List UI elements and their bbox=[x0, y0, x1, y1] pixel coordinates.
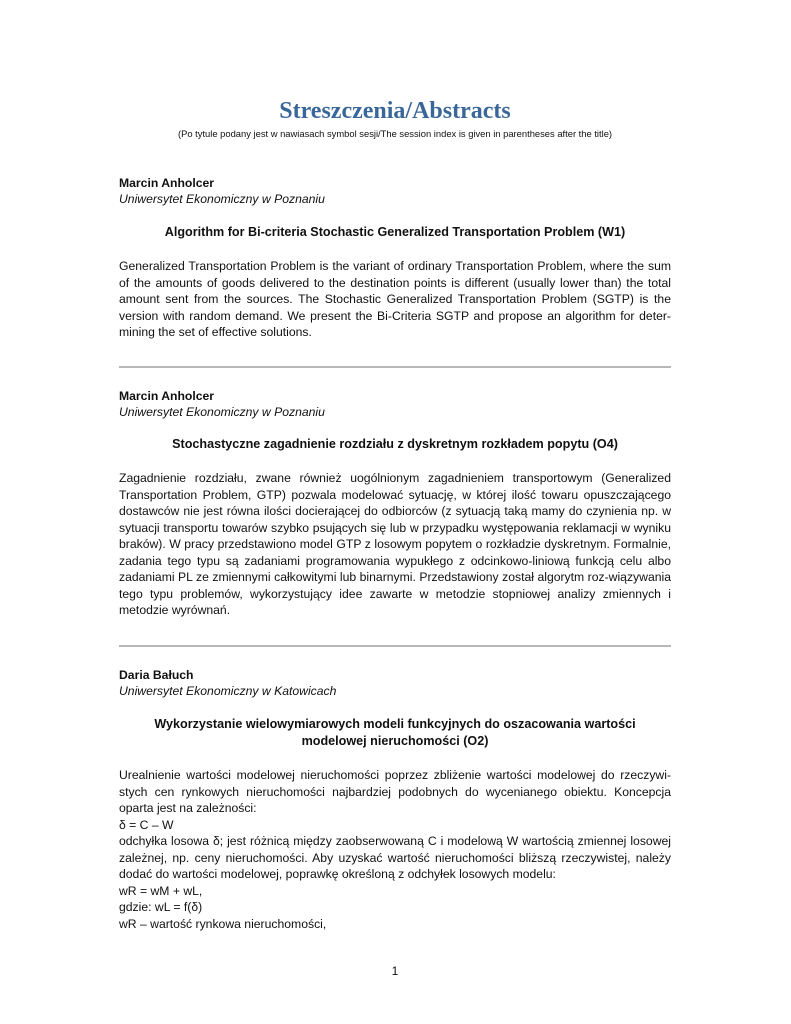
author-name: Marcin Anholcer bbox=[119, 389, 215, 403]
paper-title: Stochastyczne zagadnienie rozdziału z dyskretnym rozkładem popytu (O4) bbox=[172, 437, 618, 451]
formula: wR = wM + wL, bbox=[119, 883, 203, 898]
formula: gdzie: wL = f(δ) bbox=[119, 900, 203, 914]
abstract-entry bbox=[119, 388, 671, 619]
page-number: 1 bbox=[391, 964, 399, 978]
author-affiliation: Uniwersytet Ekonomiczny w Poznaniu bbox=[119, 192, 325, 206]
abstract-text: Zagadnienie rozdziału, zwane również uogólnionym zagadnieniem transportowym (Generalized Transportation Problem, GTP) pozwala modelować sytuację, w której ilość towaru opuszczającego dostawców nie jest równa ilości docierającej do odbiorców (z sytuacją taką mamy do czynienia np. w sytuacji transportu towarów szybko psujących się lub w przypadku występowania reklamacji w wyniku braków). W pracy przedstawiono model GTP z losowym popytem o rozkładzie dyskretnym. Formalnie, zadania tego typu są zadaniami programowania wypukłego z odcinkowo-liniową funkcją celu albo zadaniami PL ze zmiennymi całkowitymi lub binarnymi. Przedstawiony został algorytm roz-wiązywania tego typu problemów, wykorzystujący idee zawarte w metodzie stopniowej analizy zmiennych i metodzie wyrównań. bbox=[119, 471, 671, 617]
section-divider bbox=[119, 645, 671, 647]
author-name: Daria Bałuch bbox=[119, 668, 194, 682]
paper-title-line-1: Wykorzystanie wielowymiarowych modeli funkcyjnych do oszacowania wartości bbox=[154, 717, 636, 731]
page-title: Streszczenia/Abstracts bbox=[279, 98, 511, 124]
author-affiliation: Uniwersytet Ekonomiczny w Katowicach bbox=[119, 684, 337, 698]
paper-title-line-2: modelowej nieruchomości (O2) bbox=[301, 734, 489, 748]
abstract-text-continued: odchyłka losowa δ; jest różnicą między zaobserwowaną C i modelową W wartością zmiennej losowej zależnej, np. ceny nieruchomości. Aby uzyskać wartość nieruchomości bliższą rzeczywistej, należy dodać do wartości modelowej, poprawkę określoną z odchyłek losowych modelu: bbox=[119, 834, 671, 881]
abstract-text: Generalized Transportation Problem is the variant of ordinary Transportation Problem, where the sum of the amounts of goods delivered to the destination points is different (usually lower than) the total amount sent from the sources. The Stochastic Generalized Transportation Problem (SGTP) is the version with random demand. We present the Bi-Criteria SGTP and propose an algorithm for deter-mining the set of effective solutions. bbox=[119, 259, 671, 339]
abstract-entry bbox=[119, 175, 671, 341]
paper-title: Algorithm for Bi-criteria Stochastic Generalized Transportation Problem (W1) bbox=[164, 225, 626, 239]
page-subtitle: (Po tytule podany jest w nawiasach symbol sesji/The session index is given in parentheses after the title) bbox=[177, 128, 613, 139]
section-divider bbox=[119, 366, 671, 368]
formula: δ = C – W bbox=[119, 817, 174, 832]
abstract-text: Urealnienie wartości modelowej nieruchomości poprzez zbliżenie wartości modelowej do rzeczywi-stych cen rynkowych nieruchomości najbardziej podobnych do wycenianego obiektu. Koncepcja oparta jest na zależności: bbox=[119, 768, 671, 815]
abstract-entry bbox=[119, 667, 671, 932]
formula: wR – wartość rynkowa nieruchomości, bbox=[119, 916, 327, 931]
author-name: Marcin Anholcer bbox=[119, 176, 215, 190]
author-affiliation: Uniwersytet Ekonomiczny w Poznaniu bbox=[119, 405, 325, 419]
